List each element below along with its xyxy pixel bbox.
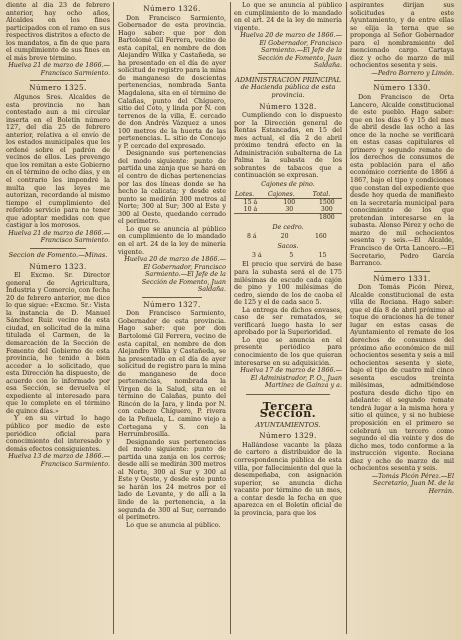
paragraph: Lo que se anuncia en el presente periódico para conocimiento de los que quieran interesarse en su adquisición. [234,335,342,367]
table-caption: Sacos. [277,241,299,250]
divider [30,248,86,249]
signature: Huelva 17 de marzo de 1866.—El Administrador, P. O., Juan Martínez de Gaínza y a. [240,366,342,390]
paragraph: Don Tomás Picón Pérez, Alcalde constitucional de esta villa de Rociana. Hago saber: que el día 8 de abril próximo al toque de oraciones ha de tener lugar en estas casas de Ayuntamiento el remate de los derechos de consumos del próximo año económico de mil ochocientos sesenta y seis a mil ochocientos sesenta y siete, bajo el tipo de cuatro mil cinco sesenta escudos treinta milésimas, admitiéndose postura desde dicho tipo en adelante: el segundo remate tendrá lugar a la misma hora y sitio el quince, y si no hubiese proposición en el primero se celebrará un tercero como segundo el día veinte y dos de dicho mes, todo conforme a la instrucción vigente. Rociana diez y ocho de marzo de mil ochocientos sesenta y seis. [350,283,454,473]
divider [246,394,330,395]
notice-number: Número 1325. [29,83,87,93]
paragraph: La entrega de dichos envases, caso de ser rematados, se verificará luego hasta lo ser aprobado por la Superioridad. [234,305,342,337]
notice-number: Número 1329. [259,431,317,441]
table-cell: 15 á [243,198,258,206]
table-caption: Cajones de pino. [261,180,315,189]
table-cell: 1500 [318,198,335,206]
signature: —Pedro Borrero y Limón. [371,68,454,77]
column-rule-3 [346,2,347,634]
paragraph: aspirantes dirijan sus solicitudes a este Ayuntamiento, y de entre ellas se elija la terna que se proponga al Señor Gobernador para el nombramiento del mencionado cargo. Cartaya diez y ocho de marzo de mil ochocientos sesenta y seis. [350,2,454,70]
paragraph: Algunos Sres. Alcaldes de esta provincia no han contestado aun a mi circular inserta en el Boletín número 127, del día 25 de febrero anterior, relativa a el envío de los estados municipales que les ordené sobre el padrón de vecinos de ellos. Les prevengo que los remitan a este Gobierno en el término de ocho días, y en el contrario les impondré la multa que las leyes me autorizan, recordando al mismo tiempo el cumplimiento del referido servicio para no tener que adoptar medidas con que castigar a los morosos. [6,93,110,230]
table-row [234,198,342,206]
table-cell: 160 [314,233,327,241]
column-header: Total. [312,191,342,199]
paragraph: Designando sus pertenencias del modo siguiente: punto de partida una zanja en los cerros; desde allí se medirán 300 metros al Norte, 300 al Sur y 300 al Este y Oeste, y desde este punto se harán los 24 metros por el lado de Levante, y de allí a la linde de la pertenencia, a la segunda de 300 al Sur, cerrando el perímetro. [118,437,226,522]
paragraph: Lo que se anuncia al público en cumplimiento de lo mandado en el art. 24 de la ley de minería vigente. [234,2,342,32]
column-2 [118,2,226,636]
table-row [234,233,342,240]
stock-table-cedro [234,233,342,240]
notice-number: Número 1328. [259,101,317,111]
divider [258,73,318,74]
column-1 [6,2,110,636]
divider [142,297,202,298]
table-total: 1800 [312,214,342,222]
column-3 [234,2,342,636]
table-cell: 100 [283,198,296,206]
paragraph: Don Francisco Sarmiento, Gobernador de esta provincia. Hago saber: que por don Bartolomé Gil Ferrera, vecino de esta capital, en nombre de don Alejandro Wilka y Castañeda, se ha presentado en el día de ayer solicitud de registro para la mina de manganeso de doce pertenencias, nombrada la Virgen de la Salud, sita en el término de Calañas, punto del Rincón de la Jara, y linda por N. con cabezo Chíguero, P. rivera de la Peñuela, L. camino viejo a Cortegana y S. con la Herrumbrosilla. [118,309,226,439]
paragraph: Lo que se anuncia al público. [126,520,221,529]
table-row [234,252,342,259]
table-cell: 30 [285,206,294,214]
stock-table-sacos [234,252,342,259]
paragraph: Don Francisco Sarmiento, Gobernador de esta provincia. Hago saber: que por don Bartolomé Gil Ferrera, vecino de esta capital, en nombre de don Alejandro Wilka y Castañeda, se ha presentado en el día de ayer solicitud de registro para la mina de manganeso de doscientas pertenencias, nombrada Santa Magdalena, sita en el término de Calañas, punto del Chíguero, sitio del Coto, y linda por N. con terrenos de la villa, E. cercado de don Andrés Vázquez a unos 100 metros de la huerta de las pertenencias. L. sitio de Concejo y P. cercado del expresado. [118,13,226,150]
paragraph: Y en su virtud lo hago público por medio de este periódico oficial para conocimiento del interesado y demás efectos consiguientes. [6,414,110,453]
column-rule-1 [113,2,114,634]
paragraph: Cumpliendo con lo dispuesto por la Dirección general de Rentas Estancadas, en 15 del mes actual, el día 2 de abril próximo tendrá efecto en la Administración subalterna de La Palma la subasta de los sobrantes de tabacos que a continuación se expresan. [234,111,342,180]
column-header: Cajones. [267,191,312,199]
paragraph: Lo que se anuncia al público en cumplimiento de lo mandado en el art. 24 de la ley de minería vigente. [118,224,226,256]
table-cell: 300 [320,206,333,214]
table-caption: De cedro. [272,222,304,231]
paragraph: Designando sus pertenencias del modo siguiente: punto de partida una zanja que se hará en el centro de dichas pertenencias por las dos líneas donde se ha hecho la calicata; y desde este punto se medirán 300 metros al Norte; 300 al Sur; 300 al Este y 300 al Oeste, quedando cerrado el perímetro. [118,149,226,226]
section-title: Tercera Seccion. [259,399,317,421]
table-row [234,206,342,214]
notice-number: Número 1327. [143,299,201,309]
stock-table [234,191,342,222]
table-cell: 20 [280,233,289,241]
table-total-row [234,214,342,222]
notice-number: Número 1331. [373,273,431,283]
section-heading: Seccion de Fomento.—Minas. [8,250,108,259]
signature: Huelva 21 de marzo de 1866.—Francisco Sarmiento. [8,228,110,245]
signature: —Tomás Picón Pérez.—El Secretario, Juan M. de la Herrán. [371,471,454,495]
paragraph: El precio que servirá de base para la subasta será el de 175 milésimas de escudo cada cajón de pino y 100 milésimas de cedro, siendo de los de caoba el de 125 y el de cada saco 5. [234,260,342,307]
divider [30,80,86,81]
divider [374,80,430,81]
divider [374,271,430,272]
notice-number: Número 1323. [29,261,87,271]
signature: Huelva 13 de marzo de 1866.—Francisco Sarmiento. [8,452,110,468]
column-rule-2 [230,2,231,634]
table-cell: 10 á [243,206,258,214]
table-cell: 3 á [252,252,262,260]
section-heading: AYUNTAMIENTOS. [255,420,321,429]
table-cell: 15 [318,252,327,260]
signature: Huelva 20 de marzo de 1866.—El Gobernador, Francisco Sarmiento.—El Jefe de la Sección de Fomento, Juan Saldaña. [240,31,342,70]
signature: Huelva 20 de marzo de 1866.—El Gobernador, Francisco Sarmiento.—El Jefe de la Sección de Fomento, Juan Saldaña. [124,255,226,294]
notice-number: Número 1330. [373,83,431,93]
paragraph: El Excmo. Sr. Director general de Agricultura, Industria y Comercio, con fecha 20 de febrero anterior, me dice lo que sigue: «Excmo. Sr.: Vista la instancia de D. Manuel Sánchez Ruiz vecino de esta ciudad, en solicitud de la mina titulada el Carmen, de la demarcación de la Sección de Fomento del Gobierno de esta provincia, he tenido a bien acceder a lo solicitado, que esta Dirección ha dispuesto, de acuerdo con lo informado por esa Sección, se devuelva el expediente al interesado para que lo complete en el término de quince días.» [6,271,110,415]
paragraph: diente al día 23 de febrero anterior, hay ocho años, Alcaldes en los fines participados con el ramo en sus respectivos distritos a efecto de los mandatos, a fin de que para el cumplimiento de sus fines en el más breve término. [6,2,110,62]
column-header: Lotes. [234,191,267,199]
table-cell: 8 á [246,233,257,241]
table-cell: 5 [289,252,294,260]
paragraph: Hallándose vacante la plaza de cartero a distribuidor de la correspondencia pública de esta villa, por fallecimiento del que la desempeñaba, con asignación superior, se anuncia dicha vacante por término de un mes, a contar desde la fecha en que aparezca en el Boletín oficial de la provincia, para que los [234,440,342,517]
page-edge [454,0,462,40]
column-4 [350,2,454,636]
section-heading: ADMINISTRACION PRINCIPAL de Hacienda pública de esta provincia. [235,75,341,100]
signature: Huelva 21 de marzo de 1866.—Francisco Sarmiento. [8,61,110,77]
notice-number: Número 1326. [143,4,201,13]
paragraph: Don Francisco de Orta Lancero, Alcalde constitucional de este pueblo. Hago saber: que en los días 6 y 15 del mes de abril desde las ocho a las once de la noche se verificará en estas casas capitulares el primero y segundo remate de los derechos de consumos de esta población para el año económico corriente de 1866 á 1867, bajo el tipo y condiciones que constan del expediente que desde hoy queda de manifiesto en la secretaría municipal para conocimiento de los que pretendan interesarse en la subasta. Alonso Pérez y ocho de marzo de mil ochocientos sesenta y seis.—El Alcalde, Francisco de Orta Lancero.—El Secretario, Pedro García Barranco. [350,93,454,268]
